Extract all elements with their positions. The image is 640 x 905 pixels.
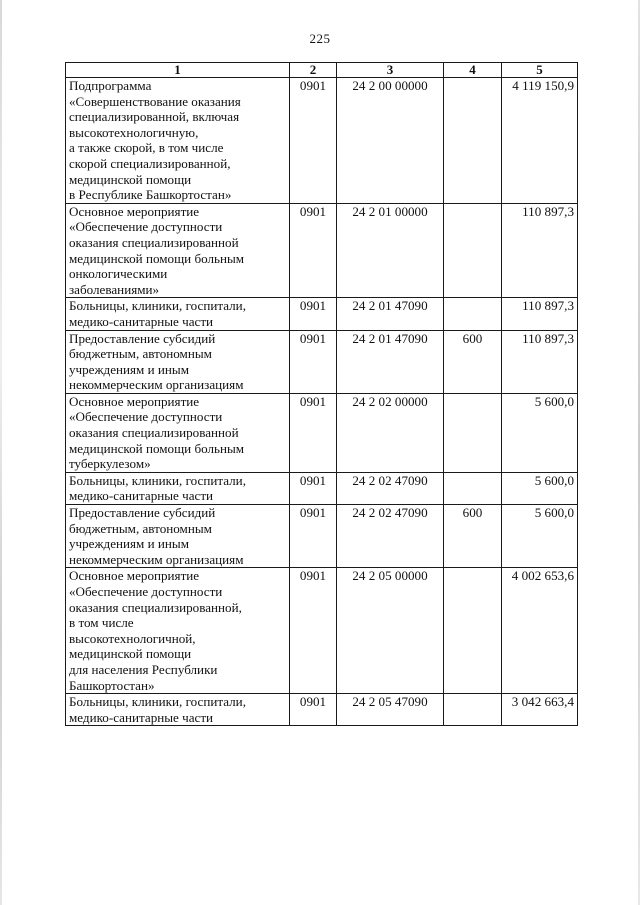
row-expense-type: [444, 203, 502, 298]
row-section-code: 0901: [290, 298, 337, 330]
row-name-line: «Обеспечение доступности: [69, 409, 223, 425]
row-amount: 110 897,3: [502, 203, 578, 298]
row-target-article: 24 2 01 00000: [337, 203, 444, 298]
row-target-article: 24 2 02 47090: [337, 472, 444, 504]
row-target-article: 24 2 05 00000: [337, 568, 444, 694]
row-amount: 5 600,0: [502, 393, 578, 472]
column-header-2: 2: [290, 63, 337, 78]
row-expense-type: [444, 393, 502, 472]
row-name-line: Основное мероприятие: [69, 393, 200, 409]
row-name-line: Предоставление субсидий: [69, 505, 216, 521]
row-name-line: высокотехнологичную,: [69, 124, 199, 140]
row-name-cell: [66, 393, 290, 472]
scan-edge-left: [0, 0, 2, 905]
row-name-line: медико-санитарные части: [69, 709, 214, 725]
table-row: [66, 78, 578, 204]
table-body: [66, 78, 578, 726]
table-row: [66, 298, 578, 330]
row-name-cell: [66, 78, 290, 204]
table-row: [66, 330, 578, 393]
table-row: [66, 203, 578, 298]
row-expense-type: 600: [444, 505, 502, 568]
row-section-code: 0901: [290, 78, 337, 204]
row-name-line: оказания специализированной: [69, 425, 239, 441]
row-name-line: бюджетным, автономным: [69, 520, 212, 536]
row-amount: 4 119 150,9: [502, 78, 578, 204]
row-name-line: высокотехнологичной,: [69, 630, 196, 646]
column-header-3: 3: [337, 63, 444, 78]
row-name-line: «Обеспечение доступности: [69, 219, 223, 235]
row-name-line: заболеваниями»: [69, 281, 160, 297]
table-row: [66, 694, 578, 726]
row-name-cell: [66, 694, 290, 726]
row-name-line: Больницы, клиники, госпитали,: [69, 694, 246, 710]
row-name-line: Больницы, клиники, госпитали,: [69, 472, 246, 488]
table-row: [66, 472, 578, 504]
row-name-line: медицинской помощи: [69, 646, 192, 662]
row-amount: 5 600,0: [502, 505, 578, 568]
row-target-article: 24 2 00 00000: [337, 78, 444, 204]
row-name-cell: [66, 330, 290, 393]
row-name-line: некоммерческим организациям: [69, 377, 244, 393]
row-name-line: учреждениям и иным: [69, 536, 189, 552]
row-name-cell: [66, 472, 290, 504]
row-name-cell: [66, 505, 290, 568]
row-name-line: Основное мероприятие: [69, 568, 200, 584]
row-name-line: оказания специализированной,: [69, 599, 242, 615]
column-header-5: 5: [502, 63, 578, 78]
row-name-line: медико-санитарные части: [69, 488, 214, 504]
row-expense-type: [444, 694, 502, 726]
row-section-code: 0901: [290, 393, 337, 472]
table-header-row: [66, 63, 578, 78]
row-amount: 5 600,0: [502, 472, 578, 504]
row-expense-type: [444, 472, 502, 504]
row-name-line: медицинской помощи больным: [69, 250, 245, 266]
row-section-code: 0901: [290, 203, 337, 298]
row-section-code: 0901: [290, 694, 337, 726]
row-expense-type: 600: [444, 330, 502, 393]
row-name-line: медицинской помощи больным: [69, 440, 245, 456]
row-name-line: бюджетным, автономным: [69, 346, 212, 362]
row-name-cell: [66, 203, 290, 298]
page-number: 225: [309, 31, 331, 46]
row-target-article: 24 2 02 00000: [337, 393, 444, 472]
row-amount: 110 897,3: [502, 298, 578, 330]
row-name-line: Больницы, клиники, госпитали,: [69, 298, 246, 314]
row-name-line: в том числе: [69, 615, 134, 631]
row-name-line: а также скорой, в том числе: [69, 140, 224, 156]
row-name-line: скорой специализированной,: [69, 155, 231, 171]
row-name-cell: [66, 568, 290, 694]
table-row: [66, 568, 578, 694]
budget-table: [65, 62, 578, 726]
row-target-article: 24 2 01 47090: [337, 330, 444, 393]
row-name-line: медицинской помощи: [69, 171, 192, 187]
row-name-line: «Обеспечение доступности: [69, 584, 223, 599]
row-amount: 110 897,3: [502, 330, 578, 393]
row-name-line: специализированной, включая: [69, 109, 240, 125]
row-section-code: 0901: [290, 472, 337, 504]
row-name-cell: [66, 298, 290, 330]
row-name-line: для населения Республики: [69, 661, 218, 677]
row-name-line: некоммерческим организациям: [69, 551, 244, 567]
column-header-1: 1: [66, 63, 290, 78]
row-name-line: туберкулезом»: [69, 456, 151, 472]
row-name-line: Предоставление субсидий: [69, 330, 216, 346]
row-name-line: «Совершенствование оказания: [69, 93, 241, 109]
row-expense-type: [444, 298, 502, 330]
row-target-article: 24 2 02 47090: [337, 505, 444, 568]
row-name-line: учреждениям и иным: [69, 361, 189, 377]
row-target-article: 24 2 05 47090: [337, 694, 444, 726]
row-name-line: медико-санитарные части: [69, 313, 214, 329]
row-section-code: 0901: [290, 505, 337, 568]
row-expense-type: [444, 78, 502, 204]
row-expense-type: [444, 568, 502, 694]
row-amount: 4 002 653,6: [502, 568, 578, 694]
row-target-article: 24 2 01 47090: [337, 298, 444, 330]
row-name-line: оказания специализированной: [69, 234, 239, 250]
table-row: [66, 505, 578, 568]
row-section-code: 0901: [290, 330, 337, 393]
row-name-line: Башкортостан»: [69, 677, 155, 693]
row-amount: 3 042 663,4: [502, 694, 578, 726]
row-name-line: Основное мероприятие: [69, 203, 200, 219]
row-name-line: Подпрограмма: [69, 78, 152, 93]
row-name-line: в Республике Башкортостан»: [69, 187, 232, 203]
column-header-4: 4: [444, 63, 502, 78]
row-name-line: онкологическими: [69, 266, 168, 282]
row-section-code: 0901: [290, 568, 337, 694]
table-row: [66, 393, 578, 472]
